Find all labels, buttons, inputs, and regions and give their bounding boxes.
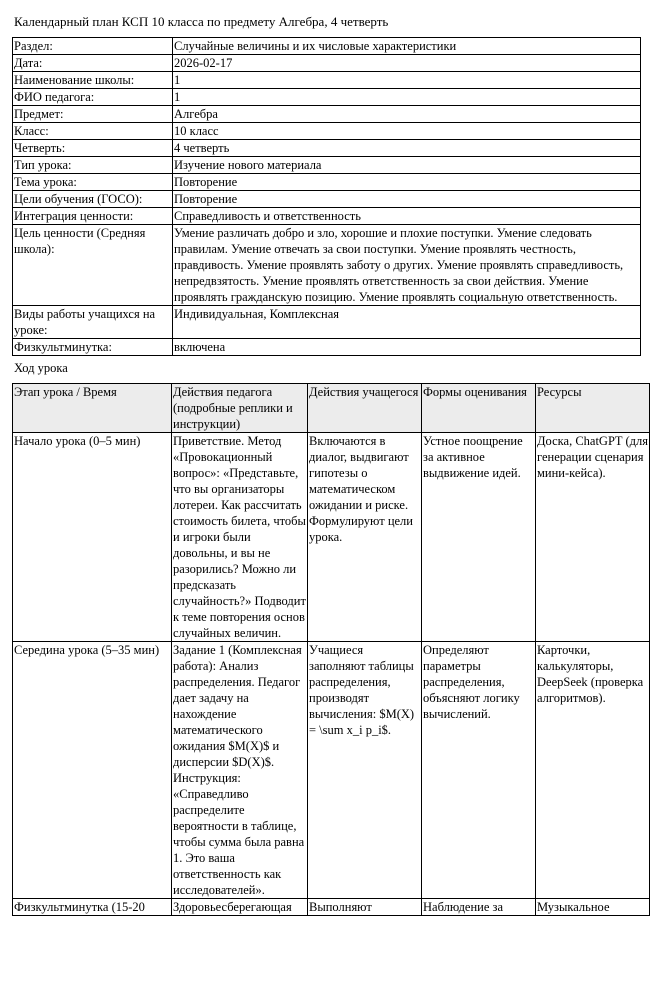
meta-row [13, 89, 641, 106]
meta-row [13, 306, 641, 339]
meta-label: Четверть: [13, 140, 173, 157]
meta-label: Класс: [13, 123, 173, 140]
column-header: Действия педагога (подробные реплики и инструкции) [172, 384, 308, 433]
meta-label: Предмет: [13, 106, 173, 123]
lesson-cell: Задание 1 (Комплексная работа): Анализ распределения. Педагог дает задачу на нахождение математического ожидания $M(X)$ и дисперсии $D(X)$. Инструкция: «Справедливо распределите вероятности в таблице, чтобы сумма была равна 1. Это ваша ответственность как исследователей». [172, 642, 308, 899]
meta-label: Цель ценности (Средняя школа): [13, 225, 173, 306]
meta-label: ФИО педагога: [13, 89, 173, 106]
meta-label: Тема урока: [13, 174, 173, 191]
lesson-cell: Учащиеся заполняют таблицы распределения, производят вычисления: $M(X) = \sum x_i p_i$. [308, 642, 422, 899]
lesson-cell: Доска, ChatGPT (для генерации сценария мини-кейса). [536, 433, 650, 642]
meta-label: Тип урока: [13, 157, 173, 174]
meta-value: Алгебра [173, 106, 641, 123]
document-title: Календарный план КСП 10 класса по предмету Алгебра, 4 четверть [14, 14, 389, 29]
lesson-cell: Середина урока (5–35 мин) [13, 642, 172, 899]
lesson-cell: Включаются в диалог, выдвигают гипотезы о математическом ожидании и риске. Формулируют цели урока. [308, 433, 422, 642]
meta-label: Физкультминутка: [13, 339, 173, 356]
meta-value: 1 [173, 72, 641, 89]
column-header: Этап урока / Время [13, 384, 172, 433]
lesson-header-row [13, 384, 650, 433]
meta-label: Цели обучения (ГОСО): [13, 191, 173, 208]
lesson-row [13, 642, 650, 899]
lesson-cell: Выполняют [308, 899, 422, 916]
lesson-plan-table [12, 383, 650, 916]
meta-value: Индивидуальная, Комплексная [173, 306, 641, 339]
meta-label: Виды работы учащихся на уроке: [13, 306, 173, 339]
meta-row [13, 339, 641, 356]
meta-value: Повторение [173, 174, 641, 191]
meta-label: Интеграция ценности: [13, 208, 173, 225]
meta-row [13, 123, 641, 140]
meta-row [13, 72, 641, 89]
meta-value: 2026-02-17 [173, 55, 641, 72]
meta-label: Наименование школы: [13, 72, 173, 89]
lesson-cell: Здоровьесберегающая [172, 899, 308, 916]
meta-row [13, 106, 641, 123]
column-header: Ресурсы [536, 384, 650, 433]
meta-row [13, 191, 641, 208]
meta-row [13, 174, 641, 191]
lesson-meta-table [12, 37, 641, 356]
lesson-row [13, 433, 650, 642]
lesson-cell: Карточки, калькуляторы, DeepSeek (проверка алгоритмов). [536, 642, 650, 899]
meta-value: включена [173, 339, 641, 356]
lesson-cell: Приветствие. Метод «Провокационный вопрос»: «Представьте, что вы организаторы лотереи. Как рассчитать стоимость билета, чтобы и игроки были довольны, и вы не разорились? Можно ли предсказать случайность?» Подводит к теме повторения основ случайных величин. [173, 434, 306, 640]
section-title: Ход урока [14, 361, 68, 375]
meta-value: 4 четверть [173, 140, 641, 157]
meta-value: Справедливость и ответственность [173, 208, 641, 225]
meta-value: Повторение [173, 191, 641, 208]
lesson-cell: Музыкальное [536, 899, 650, 916]
meta-label: Раздел: [13, 38, 173, 55]
lesson-cell: Начало урока (0–5 мин) [13, 433, 172, 642]
meta-row [13, 208, 641, 225]
meta-row [13, 140, 641, 157]
meta-row [13, 225, 641, 306]
meta-value: 1 [173, 89, 641, 106]
column-header: Формы оценивания [422, 384, 536, 433]
lesson-cell: Физкультминутка (15-20 [13, 899, 172, 916]
lesson-row [13, 899, 650, 916]
meta-value: Умение различать добро и зло, хорошие и плохие поступки. Умение следовать правилам. Умение отвечать за свои поступки. Умение проявлять честность, правдивость. Умение проявлять заботу о других. Умение проявлять справедливость, непредвзятость. Умение проявлять ответственность за свои действия. Умение проявлять гражданскую позицию. Умение проявлять социальную ответственность. [173, 225, 641, 306]
lesson-cell: Устное поощрение за активное выдвижение идей. [422, 433, 536, 642]
lesson-cell: Наблюдение за [422, 899, 536, 916]
meta-row [13, 55, 641, 72]
meta-value: Случайные величины и их числовые характеристики [173, 38, 641, 55]
column-header: Действия учащегося [308, 384, 422, 433]
meta-label: Дата: [13, 55, 173, 72]
meta-row [13, 38, 641, 55]
lesson-cell: Определяют параметры распределения, объясняют логику вычислений. [422, 642, 536, 899]
meta-value: 10 класс [173, 123, 641, 140]
meta-row [13, 157, 641, 174]
meta-value: Изучение нового материала [173, 157, 641, 174]
